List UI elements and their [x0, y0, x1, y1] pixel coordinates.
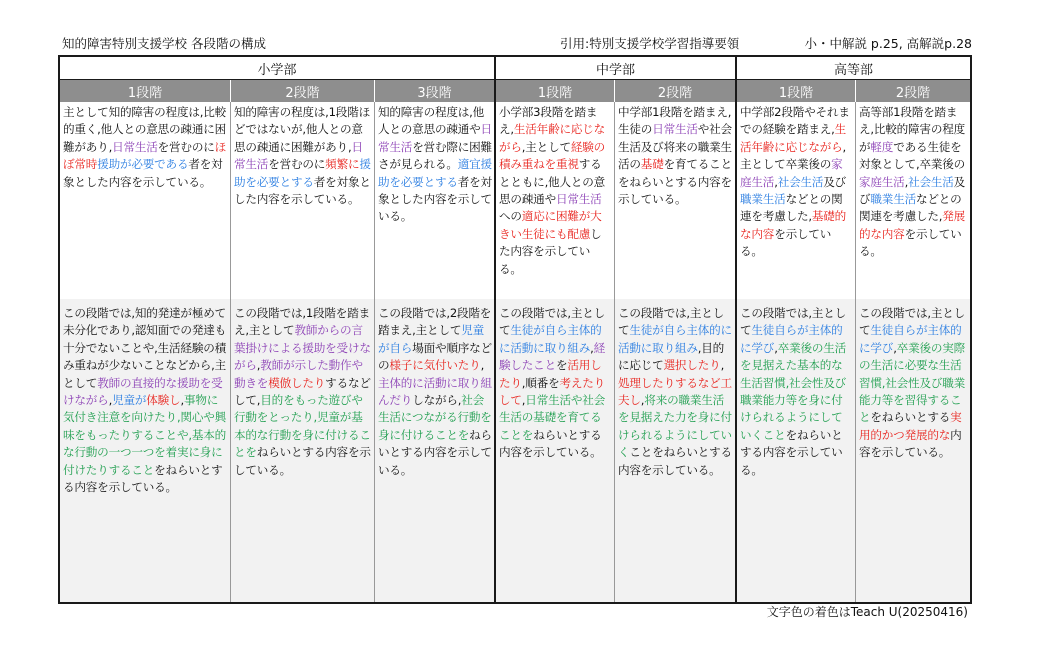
highlighted-phrase: 基礎的な内容: [740, 209, 847, 241]
text-segment: を示している。: [740, 226, 832, 259]
highlighted-phrase: 卒業後の生活を見据えた基本的な生活習慣,社会性及び職業能力等を身に付けられるようにしていくこと: [740, 340, 847, 442]
aim-description-cell: [494, 299, 614, 602]
text-segment: や社会生活及び将来の職業生活の: [618, 122, 732, 172]
text-segment: 知的障害の程度は,他人との意思の疎通や: [378, 105, 485, 137]
text-segment: ,順番を: [521, 375, 560, 390]
text-segment: ねらいとする内容を示している。: [499, 427, 602, 460]
text-segment: ,: [640, 393, 645, 408]
highlighted-phrase: 適応に困難が大きい生徒にも配慮: [499, 209, 602, 241]
highlighted-phrase: 頻繁に: [325, 157, 360, 172]
highlighted-phrase: 生活年齢に応じながら: [499, 122, 606, 154]
text-segment: を: [555, 358, 568, 373]
highlighted-phrase: 体験し: [146, 393, 181, 408]
highlighted-phrase: 援助が必要である: [97, 157, 189, 172]
aim-description-cell: [735, 299, 855, 602]
highlighted-phrase: 生徒が自ら主体的に活動に取り組み: [499, 323, 602, 355]
highlighted-phrase: 援助を必要とする: [234, 157, 371, 189]
text-segment: 知的障害の程度は,1段階ほどではないが,他人との意思の疎通に困難があり,: [234, 105, 370, 154]
text-segment: するなどして,: [234, 375, 371, 408]
highlighted-phrase: 選択したり: [663, 358, 721, 373]
highlighted-phrase: 日常生活: [378, 122, 492, 154]
text-segment: ,: [521, 393, 526, 408]
highlighted-phrase: 教師の直接的な援助を受けながら: [63, 375, 223, 408]
text-segment: ,: [774, 340, 778, 355]
text-segment: ,: [774, 174, 778, 189]
text-segment: 及び: [823, 174, 847, 189]
text-segment: などとの関連を考慮した,: [740, 192, 843, 224]
text-segment: 中学部1段階を踏まえ,生徒の: [618, 105, 732, 137]
page-reference: 小・中解説 p.25, 高解説p.28: [804, 36, 972, 51]
highlighted-phrase: ほぼ常時: [63, 139, 227, 172]
stage-header: 1段階: [494, 80, 614, 102]
text-segment: 及び: [859, 174, 966, 207]
highlighted-phrase: 主体的に活動に取り組んだり: [378, 375, 492, 408]
text-segment: を営む際に困難さが見られる。: [378, 139, 492, 172]
highlighted-phrase: 家庭生活: [859, 174, 905, 189]
text-segment: この段階では,主として: [618, 306, 725, 338]
target-description-cell: [614, 102, 735, 299]
text-segment: この段階では,1段階を踏まえ,主として: [234, 306, 370, 338]
stage-header: 2段階: [614, 80, 735, 102]
text-segment: ,主として卒業後の: [740, 139, 847, 172]
target-description-cell: [494, 102, 614, 299]
stage-structure-table: [58, 55, 972, 604]
highlighted-phrase: 生徒自らが主体的に学び: [859, 323, 962, 355]
text-segment: ,主として: [521, 139, 571, 154]
text-segment: ,: [893, 340, 897, 355]
text-segment: ことをねらいとする内容を示している。: [618, 445, 732, 477]
target-description-cell: [60, 102, 230, 299]
aim-description-cell: [374, 299, 494, 602]
stage-header: 3段階: [374, 80, 494, 102]
text-segment: を育てることをねらいとする内容を示している。: [618, 157, 732, 207]
highlighted-phrase: 基礎: [640, 157, 664, 172]
text-segment: ねらいとする内容を示している。: [234, 445, 371, 477]
highlighted-phrase: 発展的な内容: [859, 209, 966, 241]
text-segment: 者を対象とした内容を示している。: [63, 157, 223, 189]
school-header-high: 高等部: [735, 57, 970, 80]
text-segment: この段階では,主として: [740, 306, 847, 338]
stage-header: 2段階: [230, 80, 374, 102]
citation-text: 引用:特別支援学校学習指導要領: [560, 36, 740, 51]
highlighted-phrase: 日常生活: [112, 139, 158, 154]
highlighted-phrase: 生徒が自ら主体的に活動に取り組み: [618, 323, 732, 355]
highlighted-phrase: 模倣したり: [268, 375, 326, 390]
highlighted-phrase: 日常生活: [652, 122, 698, 137]
highlighted-phrase: 様子に気付いたり: [389, 358, 481, 373]
aim-description-cell: [614, 299, 735, 602]
text-segment: 者を対象とした内容を示している。: [378, 174, 492, 224]
highlighted-phrase: 児童が: [112, 393, 147, 408]
school-header-junior-high: 中学部: [494, 57, 735, 80]
text-segment: などとの関連を考慮した,: [859, 192, 962, 224]
highlighted-phrase: 経験したこと: [499, 340, 606, 373]
highlighted-phrase: 将来の職業生活を見据えた力を身に付けられるようにしていく: [618, 393, 732, 460]
highlighted-phrase: 教師が示した動作や動きを: [234, 358, 363, 390]
highlighted-phrase: 社会生活: [777, 174, 824, 189]
coloring-credit: 文字色の着色はTeach U(20250416): [766, 605, 968, 619]
text-segment: 内容を示している。: [859, 427, 962, 460]
text-segment: この段階では,主として: [859, 306, 966, 338]
target-description-cell: [735, 102, 855, 299]
highlighted-phrase: 日常生活: [555, 192, 602, 207]
text-segment: 高等部1段階を踏まえ,比較的障害の程度が: [859, 105, 966, 154]
text-segment: ,: [256, 358, 261, 373]
highlighted-phrase: 職業生活: [870, 192, 916, 207]
text-segment: 主として知的障害の程度は,比較的重く,他人との意思の疎通に困難があり,: [63, 105, 226, 154]
highlighted-phrase: 社会生活: [908, 174, 954, 189]
aim-description-cell: [60, 299, 230, 602]
text-segment: ,: [720, 358, 725, 373]
highlighted-phrase: 社会生活につながる行動を身に付けることを: [378, 393, 492, 442]
highlighted-phrase: 適宜援助を必要とする: [378, 157, 492, 189]
text-segment: を営むのに: [268, 157, 326, 172]
text-segment: をねらいとする内容を示している。: [740, 427, 843, 477]
text-segment: しながら,: [412, 393, 462, 408]
highlighted-phrase: 軽度: [870, 139, 894, 154]
text-segment: ねらいとする内容を示している。: [378, 427, 492, 477]
highlighted-phrase: 教師からの言葉掛けによる援助を受けながら: [234, 323, 371, 373]
school-header-elementary: 小学部: [60, 57, 494, 80]
text-segment: 場面や順序などの: [378, 340, 492, 373]
text-segment: ,: [180, 393, 184, 408]
highlighted-phrase: 日常生活や社会生活の基礎を育てることを: [499, 393, 606, 442]
document-title: 知的障害特別支援学校 各段階の構成: [62, 36, 266, 51]
highlighted-phrase: 考えたりして: [499, 375, 606, 408]
text-segment: ,: [480, 358, 485, 373]
highlighted-phrase: 日常生活: [234, 139, 363, 172]
highlighted-phrase: 処理したりするなど工夫し: [618, 375, 732, 408]
highlighted-phrase: 職業生活: [740, 192, 786, 207]
aim-description-cell: [230, 299, 374, 602]
text-segment: ,: [904, 174, 909, 189]
stage-header: 1段階: [735, 80, 855, 102]
text-segment: するとともに,他人との意思の疎通や: [499, 157, 606, 207]
text-segment: この段階では,主として: [499, 306, 606, 338]
text-segment: 者を対象とした内容を示している。: [234, 174, 371, 207]
highlighted-phrase: 実用的かつ発展的な: [859, 410, 962, 442]
highlighted-phrase: 家庭生活: [740, 157, 843, 189]
text-segment: をねらいとする: [870, 410, 951, 425]
aim-description-cell: [855, 299, 970, 602]
text-segment: への: [499, 209, 522, 224]
highlighted-phrase: 目的をもった遊びや行動をとったり,児童が基本的な行動を身に付けることを: [234, 393, 371, 460]
text-segment: である生徒を対象として,卒業後の: [859, 139, 966, 172]
highlighted-phrase: 生活年齢に応じながら: [740, 122, 847, 154]
text-segment: ,目的に応じて: [618, 340, 725, 373]
text-segment: した内容を示している。: [499, 226, 602, 276]
highlighted-phrase: 活用したり: [499, 358, 602, 390]
text-segment: を示している。: [859, 226, 962, 259]
target-description-cell: [230, 102, 374, 299]
text-segment: 小学部3段階を踏まえ,: [499, 105, 598, 137]
text-segment: この段階では,知的発達が極めて未分化であり,認知面での発達も十分でないことや,生活経験の積み重ねが少ないことなどから,主として: [63, 306, 226, 390]
text-segment: この段階では,2段階を踏まえ,主として: [378, 306, 492, 338]
text-segment: ,: [590, 340, 594, 355]
highlighted-phrase: 生徒自らが主体的に学び: [740, 323, 843, 355]
stage-header: 2段階: [855, 80, 970, 102]
text-segment: ,: [108, 393, 113, 408]
highlighted-phrase: 児童が自ら: [378, 323, 485, 355]
stage-header: 1段階: [60, 80, 230, 102]
highlighted-phrase: 事物に気付き注意を向けたり,関心や興味をもったりすることや,基本的な行動の一つ一つを着実に身に付けたりすること: [63, 393, 226, 477]
text-segment: を営むのに: [157, 139, 215, 154]
highlighted-phrase: 卒業後の実際の生活に必要な生活習慣,社会性及び職業能力等を習得すること: [859, 340, 966, 425]
target-description-cell: [374, 102, 494, 299]
highlighted-phrase: 経験の積み重ねを重視: [499, 139, 606, 172]
text-segment: 中学部2段階やそれまでの経験を踏まえ,: [740, 105, 850, 137]
target-description-cell: [855, 102, 970, 299]
text-segment: をねらいとする内容を示している。: [63, 462, 223, 495]
